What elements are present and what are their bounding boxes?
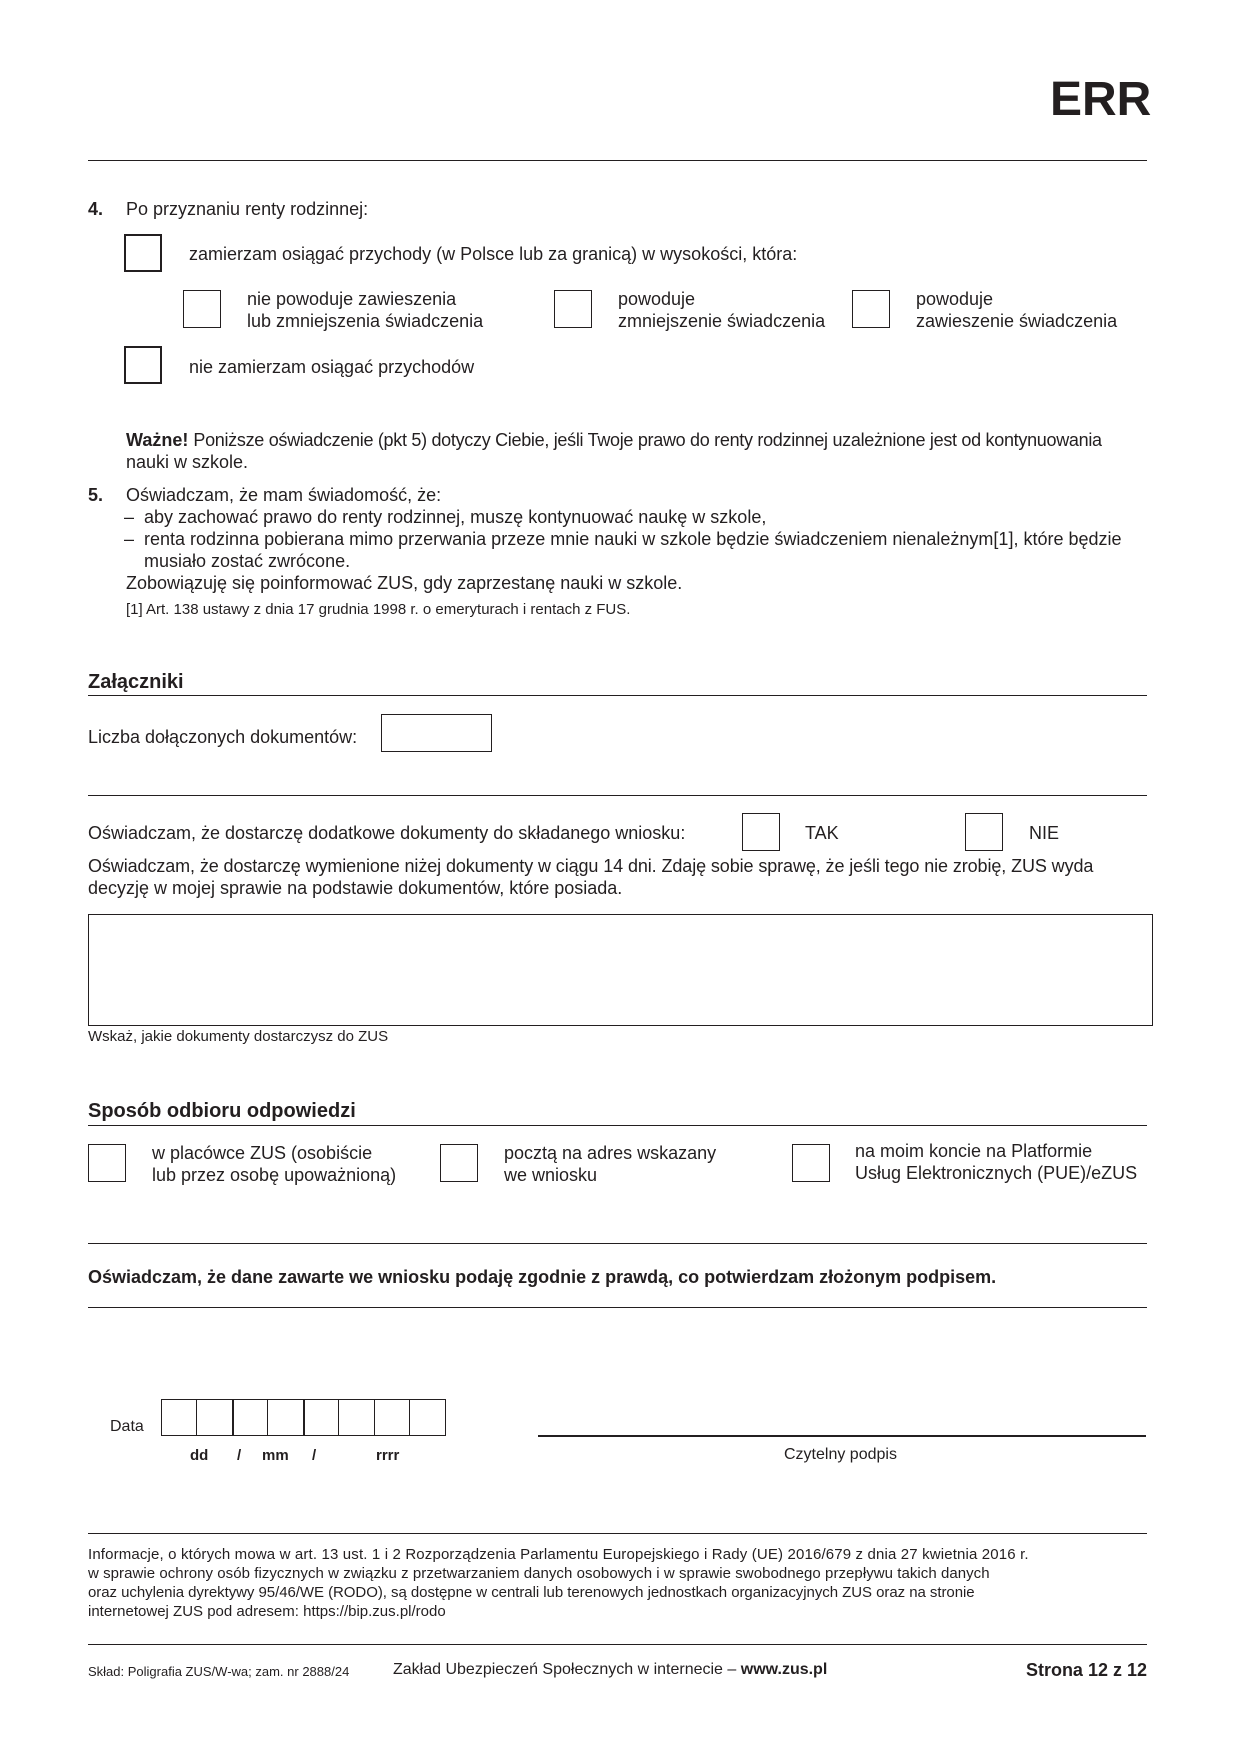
option-income-label: zamierzam osiągać przychody (w Polsce lub za granicą) w wysokości, która:	[189, 244, 798, 264]
section4-number: 4.	[88, 199, 104, 219]
delivery-option-post	[504, 1142, 716, 1186]
checkbox-delivery-pue[interactable]	[792, 1144, 830, 1182]
date-month-1[interactable]	[232, 1399, 269, 1436]
documents-textarea[interactable]	[88, 914, 1153, 1026]
section4-title: Po przyznaniu renty rodzinnej:	[126, 199, 369, 219]
attachments-heading: Załączniki	[88, 671, 184, 693]
privacy-line1: Informacje, o których mowa w art. 13 ust. 1 i 2 Rozporządzenia Parlamentu Europejskiego i Rady (UE) 2016/679 z dnia 27 kwietnia 2016 r.	[88, 1546, 1029, 1563]
sub3-line1: powoduje	[916, 289, 994, 309]
section5-bullet2-line1: renta rodzinna pobierana mimo przerwania przeze mnie nauki w szkole będzie świadczeniem nienależnym[1], które będzie	[144, 529, 1122, 549]
delivery-opt2-line2: we wniosku	[504, 1165, 598, 1185]
yes-label: TAK	[805, 823, 839, 843]
important-text-line1: Poniższe oświadczenie (pkt 5) dotyczy Ciebie, jeśli Twoje prawo do renty rodzinnej uzależnione jest od kontynuowania	[193, 430, 1102, 450]
sub2-label	[618, 288, 825, 332]
sub3-label	[916, 288, 1117, 332]
date-year-1[interactable]	[303, 1399, 340, 1436]
header-divider	[88, 160, 1147, 161]
delivery-option-office	[152, 1142, 396, 1186]
documents-hint: Wskaż, jakie dokumenty dostarczysz do ZUS	[88, 1028, 389, 1045]
signature-label: Czytelny podpis	[784, 1446, 897, 1463]
checkbox-no-income[interactable]	[124, 346, 162, 384]
date-format-mm: mm	[262, 1447, 289, 1464]
sub2-line1: powoduje	[618, 289, 696, 309]
footer-divider	[88, 1644, 1147, 1645]
attachments-count-input[interactable]	[381, 714, 492, 752]
date-input[interactable]	[162, 1399, 446, 1436]
sub3-line2: zawieszenie świadczenia	[916, 311, 1118, 331]
checkbox-yes[interactable]	[742, 813, 780, 851]
sub1-line2: lub zmniejszenia świadczenia	[247, 311, 484, 331]
checkbox-no-suspension[interactable]	[183, 290, 221, 328]
deadline-line2: decyzję w mojej sprawie na podstawie dokumentów, które posiada.	[88, 878, 623, 898]
privacy-line3: oraz uchylenia dyrektywy 95/46/WE (RODO), są dostępne w centrali lub terenowych jednostkach organizacyjnych ZUS oraz na stronie	[88, 1584, 975, 1601]
attachments-divider-2	[88, 795, 1147, 796]
checkbox-no[interactable]	[965, 813, 1003, 851]
additional-docs-label: Oświadczam, że dostarczę dodatkowe dokumenty do składanego wniosku:	[88, 823, 686, 843]
signature-line[interactable]	[538, 1435, 1146, 1437]
date-year-2[interactable]	[338, 1399, 375, 1436]
privacy-line2: w sprawie ochrony osób fizycznych w związku z przetwarzaniem danych osobowych i w sprawie swobodnego przepływu takich danych	[88, 1565, 990, 1582]
section5-bullet2-line2: musiało zostać zwrócone.	[144, 551, 351, 571]
attachments-count-label: Liczba dołączonych dokumentów:	[88, 727, 358, 747]
privacy-info	[88, 1545, 1147, 1621]
footer-print-info: Skład: Poligrafia ZUS/W-wa; zam. nr 2888/24	[88, 1664, 350, 1679]
attachments-divider	[88, 695, 1147, 696]
date-day-2[interactable]	[196, 1399, 233, 1436]
date-day-1[interactable]	[161, 1399, 198, 1436]
date-label: Data	[110, 1418, 144, 1435]
form-code: ERR	[1050, 73, 1152, 126]
delivery-option-pue	[855, 1140, 1137, 1184]
footer-website-link[interactable]: www.zus.pl	[740, 1661, 828, 1678]
delivery-divider	[88, 1125, 1147, 1126]
date-format-slash2: /	[312, 1447, 317, 1464]
important-text-line2: nauki w szkole.	[126, 452, 249, 472]
checkbox-reduction[interactable]	[554, 290, 592, 328]
checkbox-delivery-office[interactable]	[88, 1144, 126, 1182]
privacy-divider	[88, 1533, 1147, 1534]
date-format-dd: dd	[190, 1447, 209, 1464]
date-year-3[interactable]	[374, 1399, 411, 1436]
deadline-statement	[88, 855, 1147, 899]
delivery-opt3-line2: Usług Elektronicznych (PUE)/eZUS	[855, 1163, 1138, 1183]
no-label: NIE	[1029, 823, 1060, 843]
sub2-line2: zmniejszenie świadczenia	[618, 311, 826, 331]
privacy-line4: internetowej ZUS pod adresem: https://bip.zus.pl/rodo	[88, 1603, 446, 1620]
date-year-4[interactable]	[409, 1399, 446, 1436]
sub1-line1: nie powoduje zawieszenia	[247, 289, 457, 309]
section5-content: Oświadczam, że mam świadomość, że: – aby zachować prawo do renty rodzinnej, muszę kontynuować naukę w szkole, – renta rodzinna pobierana mimo przerwania przeze mnie nauki w szkole będzie świadczeniem nienależnym[1], które będzie musiało zostać zwrócone. Zobowiązuję się poinformować ZUS, gdy zaprzestanę nauki w szkole.	[126, 484, 1147, 594]
delivery-opt3-line1: na moim koncie na Platformie	[855, 1141, 1093, 1161]
date-format-slash1: /	[237, 1447, 242, 1464]
checkbox-delivery-post[interactable]	[440, 1144, 478, 1182]
sub1-label	[247, 288, 483, 332]
delivery-heading: Sposób odbioru odpowiedzi	[88, 1100, 356, 1122]
footer-org-text: Zakład Ubezpieczeń Społecznych w internecie –	[393, 1661, 741, 1678]
declaration-text: Oświadczam, że dane zawarte we wniosku podaję zgodnie z prawdą, co potwierdzam złożonym podpisem.	[88, 1267, 997, 1287]
date-month-2[interactable]	[267, 1399, 304, 1436]
important-label: Ważne!	[126, 430, 189, 450]
declaration-divider-bottom	[88, 1307, 1147, 1308]
option-no-income-label: nie zamierzam osiągać przychodów	[189, 357, 475, 377]
delivery-opt1-line1: w placówce ZUS (osobiście	[152, 1143, 373, 1163]
section5-commitment: Zobowiązuję się poinformować ZUS, gdy zaprzestanę nauki w szkole.	[126, 573, 683, 593]
footer-org	[393, 1661, 827, 1679]
date-format-yyyy: rrrr	[376, 1447, 400, 1464]
declaration-divider-top	[88, 1243, 1147, 1244]
footer-page-number: Strona 12 z 12	[1025, 1660, 1147, 1680]
deadline-line1: Oświadczam, że dostarczę wymienione niżej dokumenty w ciągu 14 dni. Zdaję sobie sprawę, że jeśli tego nie zrobię, ZUS wyda	[88, 856, 1094, 876]
checkbox-suspension[interactable]	[852, 290, 890, 328]
section5-bullet1: aby zachować prawo do renty rodzinnej, muszę kontynuować naukę w szkole,	[144, 507, 767, 527]
section5-number: 5.	[88, 485, 104, 505]
section5-intro: Oświadczam, że mam świadomość, że:	[126, 485, 442, 505]
checkbox-income[interactable]	[124, 234, 162, 272]
important-note	[126, 429, 1147, 473]
section5-footnote: [1] Art. 138 ustawy z dnia 17 grudnia 1998 r. o emeryturach i rentach z FUS.	[126, 601, 631, 618]
delivery-opt2-line1: pocztą na adres wskazany	[504, 1143, 717, 1163]
delivery-opt1-line2: lub przez osobę upoważnioną)	[152, 1165, 397, 1185]
